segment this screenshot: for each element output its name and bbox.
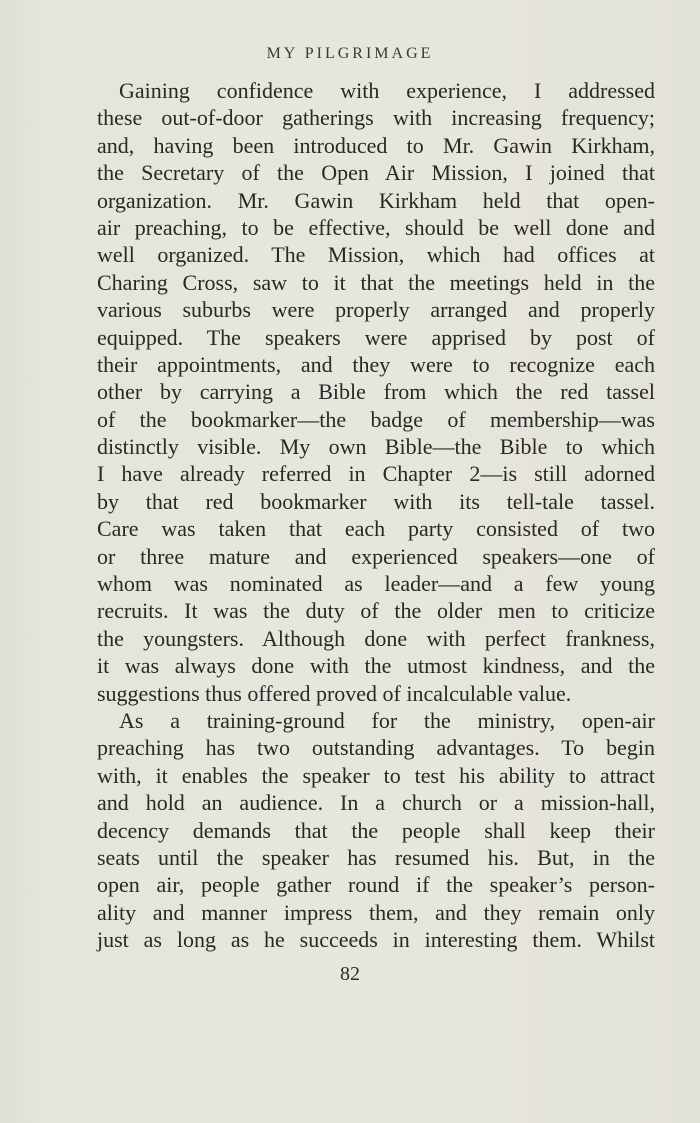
text-line: it was always done with the utmost kindness, and the: [97, 653, 655, 679]
text-line: organization. Mr. Gawin Kirkham held that open-: [97, 187, 655, 213]
text-line: and hold an audience. In a church or a mission-hall,: [97, 790, 655, 816]
text-line: seats until the speaker has resumed his. But, in the: [97, 844, 655, 870]
text-line: ality and manner impress them, and they remain only: [97, 899, 655, 925]
text-line: air preaching, to be effective, should be well done and: [97, 214, 655, 240]
text-line: Charing Cross, saw to it that the meetings held in the: [97, 269, 655, 295]
text-line: various suburbs were properly arranged and properly: [97, 297, 655, 323]
text-line: their appointments, and they were to recognize each: [97, 351, 655, 377]
text-line: whom was nominated as leader—and a few young: [97, 571, 655, 597]
text-line: well organized. The Mission, which had offices at: [97, 242, 655, 268]
text-line: or three mature and experienced speakers—one of: [97, 543, 655, 569]
text-line: recruits. It was the duty of the older men to criticize: [97, 598, 655, 624]
text-line: Care was taken that each party consisted of two: [97, 516, 655, 542]
text-line: the youngsters. Although done with perfect frankness,: [97, 625, 655, 651]
text-line: suggestions thus offered proved of incalculable value.: [97, 680, 572, 706]
text-line: open air, people gather round if the speaker’s person-: [97, 872, 655, 898]
body-text: [97, 77, 655, 954]
text-line: just as long as he succeeds in interesting them. Whilst: [97, 927, 655, 953]
text-line: I have already referred in Chapter 2—is still adorned: [97, 461, 655, 487]
text-line: decency demands that the people shall keep their: [97, 817, 655, 843]
text-line: with, it enables the speaker to test his ability to attract: [97, 762, 655, 788]
text-line: other by carrying a Bible from which the red tassel: [97, 379, 655, 405]
text-line: by that red bookmarker with its tell-tale tassel.: [97, 488, 655, 514]
text-line: Gaining confidence with experience, I addressed: [119, 78, 655, 103]
text-line: distinctly visible. My own Bible—the Bible to which: [97, 434, 655, 460]
running-head: MY PILGRIMAGE: [266, 45, 434, 62]
text-line: these out-of-door gatherings with increasing frequency;: [97, 105, 655, 131]
text-line: preaching has two outstanding advantages. To begin: [97, 735, 655, 761]
text-line: the Secretary of the Open Air Mission, I joined that: [97, 160, 655, 186]
text-line: and, having been introduced to Mr. Gawin Kirkham,: [97, 132, 655, 158]
text-line: of the bookmarker—the badge of membership—was: [97, 406, 655, 432]
text-line: equipped. The speakers were apprised by post of: [97, 324, 655, 350]
page-number: 82: [340, 963, 360, 985]
text-line: As a training-ground for the ministry, open-air: [119, 707, 655, 733]
